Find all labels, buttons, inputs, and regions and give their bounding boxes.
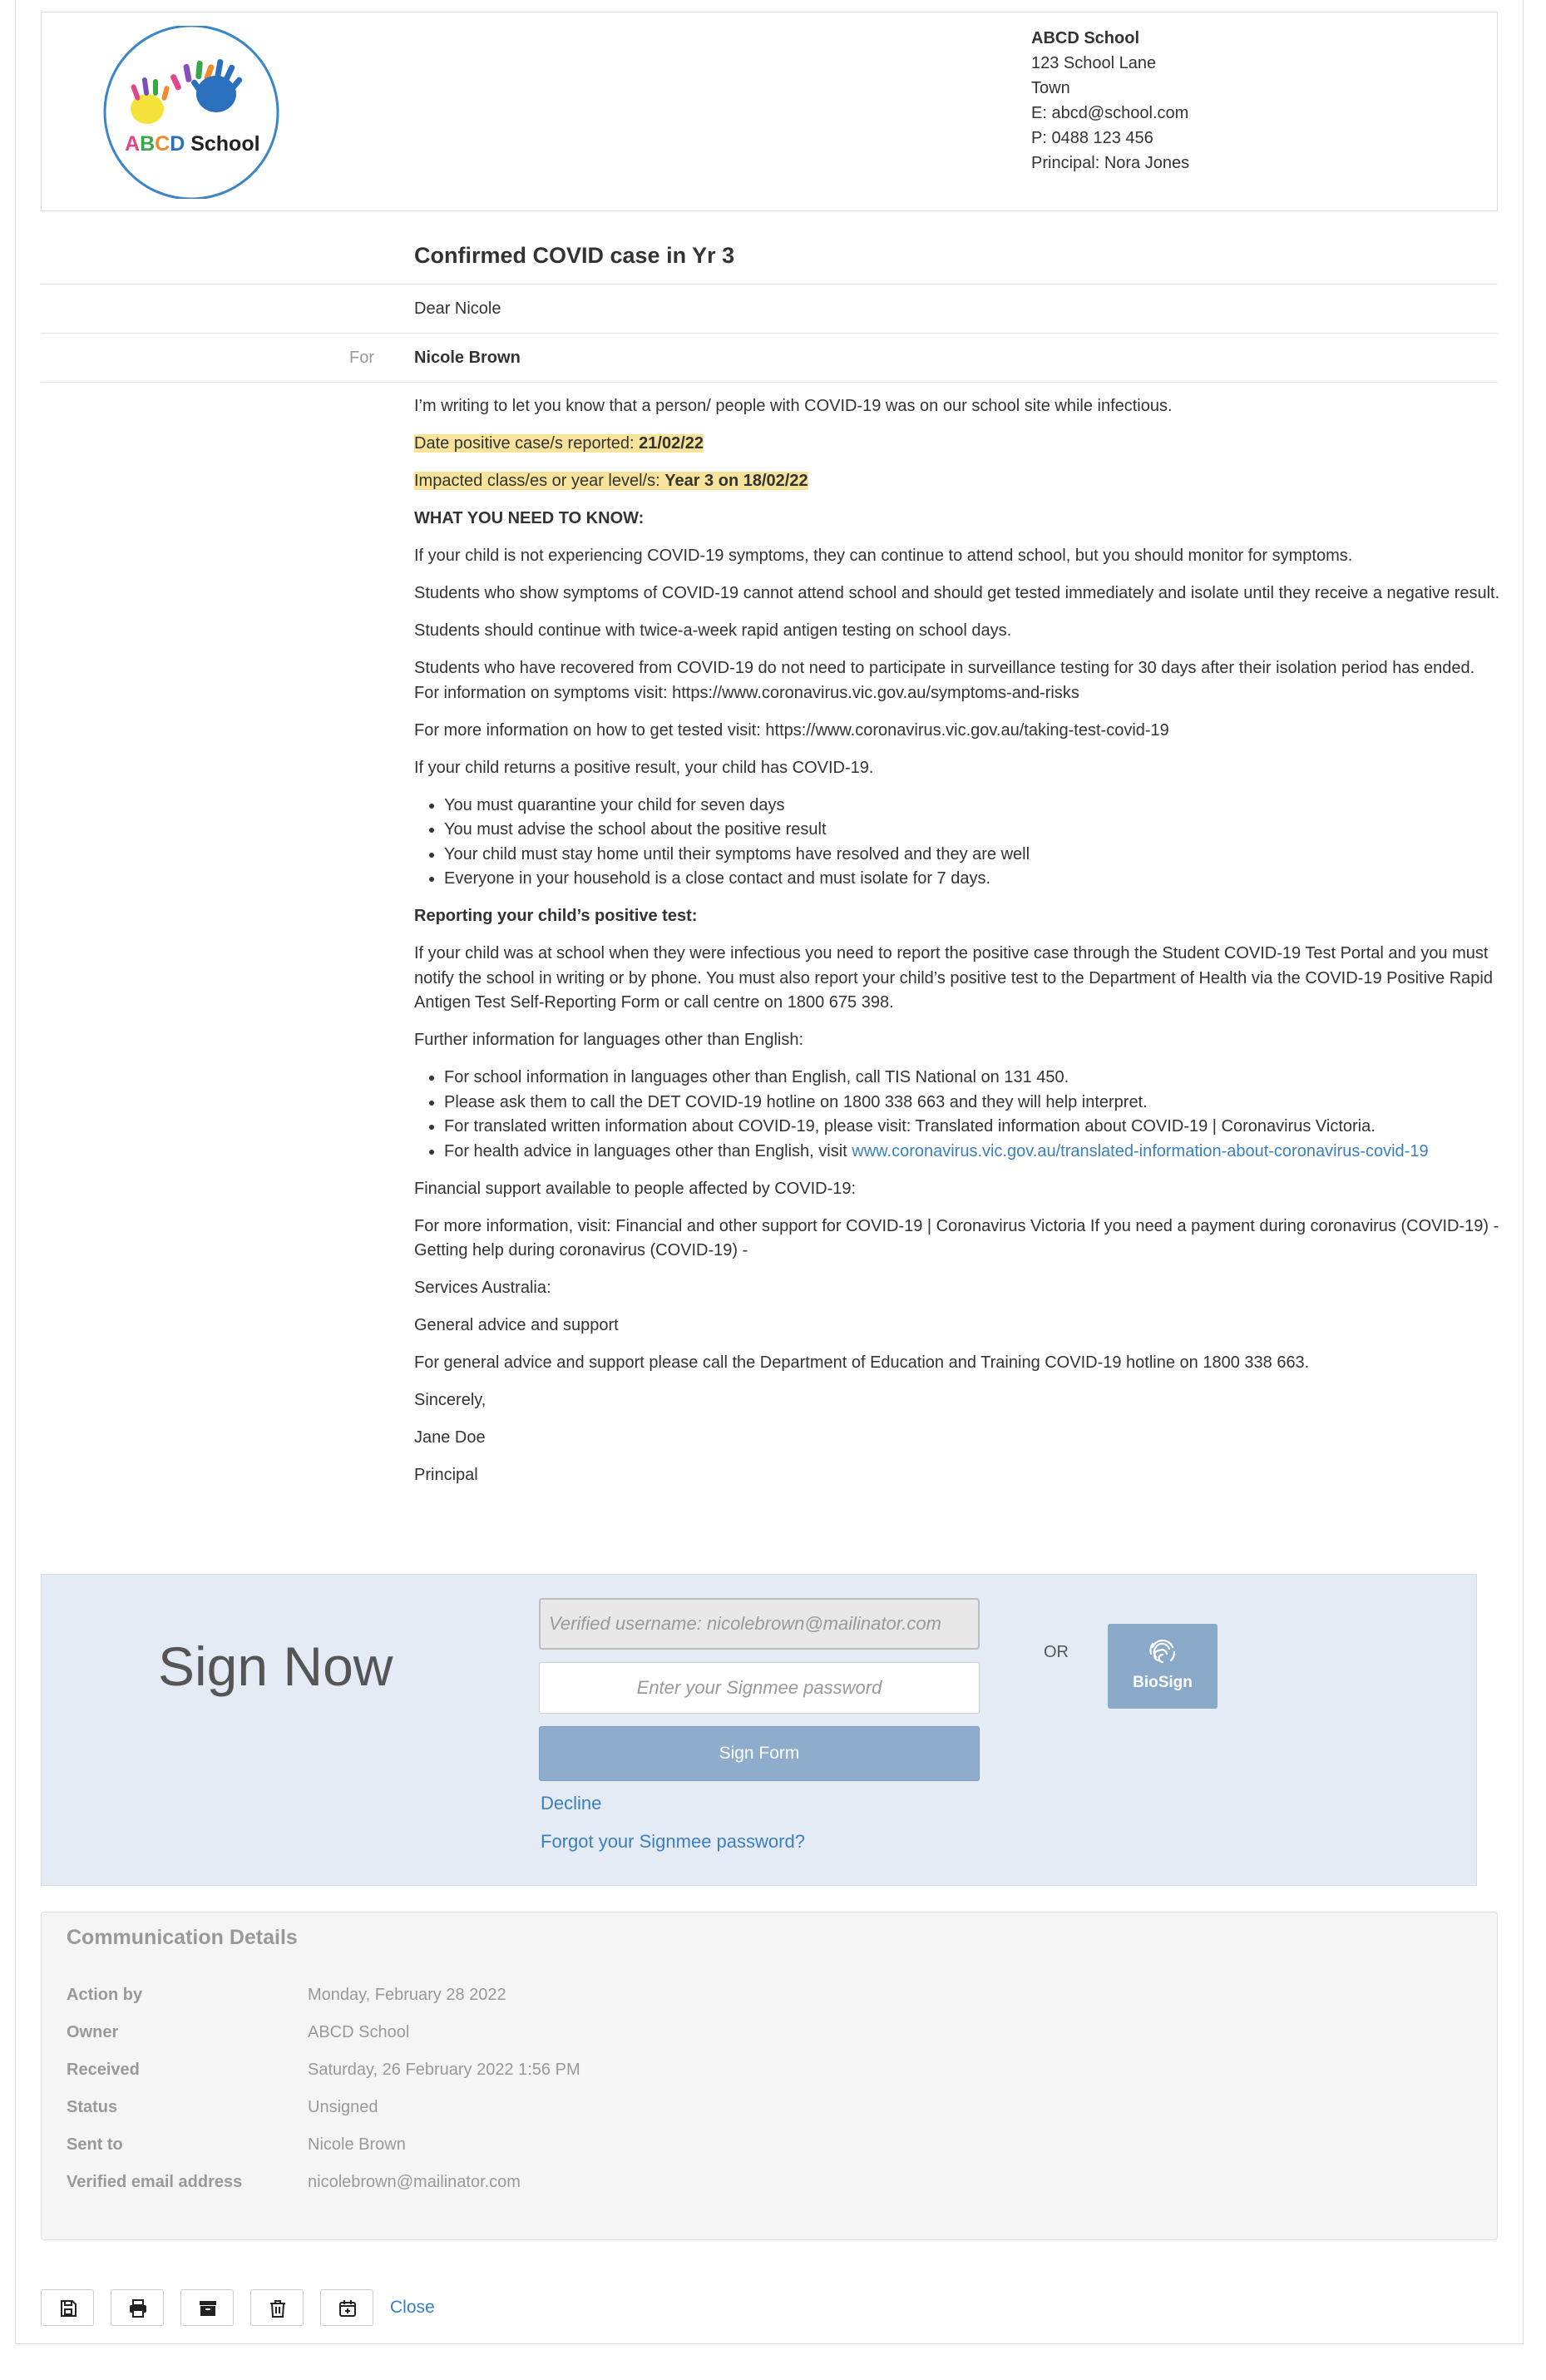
signer-title: Principal bbox=[414, 1466, 478, 1484]
paragraph: For general advice and support please call the Department of Education and Training COVID-19 hotline on 1800 338 663. bbox=[414, 1353, 1310, 1372]
positive-list bbox=[414, 794, 1500, 892]
details-heading: Communication Details bbox=[67, 1926, 298, 1949]
add-to-calendar-button[interactable] bbox=[320, 2289, 373, 2326]
school-phone: P: 0488 123 456 bbox=[1031, 129, 1153, 147]
delete-button[interactable] bbox=[250, 2289, 304, 2326]
details-value: nicolebrown@mailinator.com bbox=[308, 2173, 521, 2191]
details-key: Received bbox=[67, 2061, 140, 2079]
paragraph: Students who show symptoms of COVID-19 cannot attend school and should get tested immediately and isolate until they receive a negative result. bbox=[414, 584, 1500, 602]
details-value: Monday, February 28 2022 bbox=[308, 1986, 506, 2004]
school-header bbox=[41, 12, 1498, 211]
biosign-button[interactable] bbox=[1108, 1624, 1218, 1709]
impacted-label: Impacted class/es or year level/s: bbox=[414, 472, 665, 490]
letter-greeting: Dear Nicole bbox=[414, 299, 501, 318]
list-item-text: For health advice in languages other than English, visit bbox=[444, 1141, 852, 1160]
date-reported bbox=[414, 432, 1500, 457]
school-town: Town bbox=[1031, 79, 1070, 97]
signer-name: Jane Doe bbox=[414, 1428, 486, 1447]
paragraph: General advice and support bbox=[414, 1316, 619, 1334]
school-logo bbox=[101, 26, 281, 199]
or-label: OR bbox=[1044, 1643, 1069, 1661]
paragraph: If your child was at school when they were infectious you need to report the positive case through the Student COVID-19 Test Portal and you must notify the school in writing or by phone. You must also report your child’s positive test to the Department of Health via the COVID-19 Positive Rapid Antigen Test Self-Reporting Form or call centre on 1800 675 398. bbox=[414, 944, 1493, 1012]
details-value: Nicole Brown bbox=[308, 2135, 406, 2154]
forgot-password-link[interactable]: Forgot your Signmee password? bbox=[541, 1831, 805, 1852]
verified-username-field: Verified username: nicolebrown@mailinator.com bbox=[539, 1598, 980, 1650]
sign-now-title: Sign Now bbox=[158, 1635, 393, 1697]
need-heading: WHAT YOU NEED TO KNOW: bbox=[414, 509, 645, 527]
paragraph: Students should continue with twice-a-week rapid antigen testing on school days. bbox=[414, 621, 1012, 640]
list-item bbox=[444, 1140, 1500, 1165]
details-key: Verified email address bbox=[67, 2173, 243, 2191]
list-item: • For school information in languages other than English, call TIS National on 131 450. bbox=[444, 1066, 1500, 1091]
save-icon bbox=[58, 2298, 78, 2318]
list-item: • Please ask them to call the DET COVID-19 hotline on 1800 338 663 and they will help interpret. bbox=[444, 1091, 1500, 1116]
impacted-value: Year 3 on 18/02/22 bbox=[664, 472, 808, 490]
details-key: Sent to bbox=[67, 2135, 123, 2154]
school-street: 123 School Lane bbox=[1031, 54, 1157, 72]
list-item: • Your child must stay home until their symptoms have resolved and they are well bbox=[444, 843, 1500, 868]
communication-details bbox=[41, 1912, 1498, 2240]
svg-text:ABCD School: ABCD School bbox=[125, 132, 260, 156]
paragraph: If your child is not experiencing COVID-19 symptoms, they can continue to attend school, but you should monitor for symptoms. bbox=[414, 547, 1353, 565]
paragraph: Financial support available to people affected by COVID-19: bbox=[414, 1179, 857, 1198]
divider bbox=[41, 382, 1498, 383]
school-address bbox=[1031, 26, 1189, 176]
calendar-add-icon bbox=[338, 2298, 358, 2318]
trash-icon bbox=[268, 2298, 288, 2318]
paragraph: For more information, visit: Financial and other support for COVID-19 | Coronavirus Victoria If you need a payment during coronavirus (COVID-19) - Getting help during coronavirus (COVID-19) - bbox=[414, 1216, 1499, 1259]
list-item: • You must quarantine your child for seven days bbox=[444, 794, 1500, 819]
archive-button[interactable] bbox=[180, 2289, 234, 2326]
reporting-heading: Reporting your child’s positive test: bbox=[414, 907, 698, 925]
details-value: Unsigned bbox=[308, 2098, 378, 2116]
paragraph: Services Australia: bbox=[414, 1279, 551, 1297]
divider bbox=[41, 284, 1498, 285]
intro-text: I’m writing to let you know that a person/ people with COVID-19 was on our school site while infectious. bbox=[414, 397, 1173, 415]
details-value: Saturday, 26 February 2022 1:56 PM bbox=[308, 2061, 580, 2079]
details-key: Action by bbox=[67, 1986, 143, 2004]
details-key: Owner bbox=[67, 2023, 119, 2041]
letter-body bbox=[414, 394, 1500, 1501]
letter-subject: Confirmed COVID case in Yr 3 bbox=[414, 243, 735, 268]
decline-link[interactable]: Decline bbox=[541, 1793, 602, 1813]
fingerprint-icon bbox=[1146, 1634, 1179, 1667]
divider bbox=[41, 333, 1498, 334]
paragraph: If your child returns a positive result, your child has COVID-19. bbox=[414, 758, 874, 777]
language-list bbox=[414, 1066, 1500, 1164]
sign-panel bbox=[41, 1574, 1477, 1886]
date-value: 21/02/22 bbox=[639, 434, 704, 453]
details-value: ABCD School bbox=[308, 2023, 410, 2041]
biosign-label: BioSign bbox=[1133, 1674, 1193, 1691]
list-item: • For translated written information about COVID-19, please visit: Translated information about COVID-19 | Coronavirus Victoria. bbox=[444, 1115, 1500, 1140]
signmee-password-input[interactable] bbox=[539, 1662, 980, 1714]
date-label: Date positive case/s reported: bbox=[414, 434, 640, 453]
school-email: E: abcd@school.com bbox=[1031, 104, 1189, 122]
paragraph: Students who have recovered from COVID-19 do not need to participate in surveillance testing for 30 days after their isolation period has ended. For information on symptoms visit: https://www.coronavirus.vic.gov.au/symptoms-and-risks bbox=[414, 659, 1475, 702]
list-item: • You must advise the school about the positive result bbox=[444, 818, 1500, 843]
sign-form-button[interactable]: Sign Form bbox=[539, 1726, 980, 1781]
close-link[interactable]: Close bbox=[390, 2298, 435, 2317]
school-name: ABCD School bbox=[1031, 29, 1139, 47]
print-button[interactable] bbox=[111, 2289, 164, 2326]
save-button[interactable] bbox=[41, 2289, 94, 2326]
print-icon bbox=[128, 2298, 148, 2318]
for-name: Nicole Brown bbox=[414, 349, 521, 367]
paragraph: For more information on how to get tested visit: https://www.coronavirus.vic.gov.au/taking-test-covid-19 bbox=[414, 720, 1169, 740]
school-principal: Principal: Nora Jones bbox=[1031, 154, 1190, 172]
impacted-classes bbox=[414, 469, 1500, 494]
list-item: • Everyone in your household is a close contact and must isolate for 7 days. bbox=[444, 867, 1500, 892]
paragraph: Further information for languages other than English: bbox=[414, 1031, 804, 1049]
details-key: Status bbox=[67, 2098, 118, 2116]
for-label: For bbox=[349, 349, 374, 367]
archive-icon bbox=[198, 2298, 218, 2318]
closing: Sincerely, bbox=[414, 1391, 487, 1409]
translated-info-link[interactable]: www.coronavirus.vic.gov.au/translated-information-about-coronavirus-covid-19 bbox=[852, 1141, 1429, 1160]
